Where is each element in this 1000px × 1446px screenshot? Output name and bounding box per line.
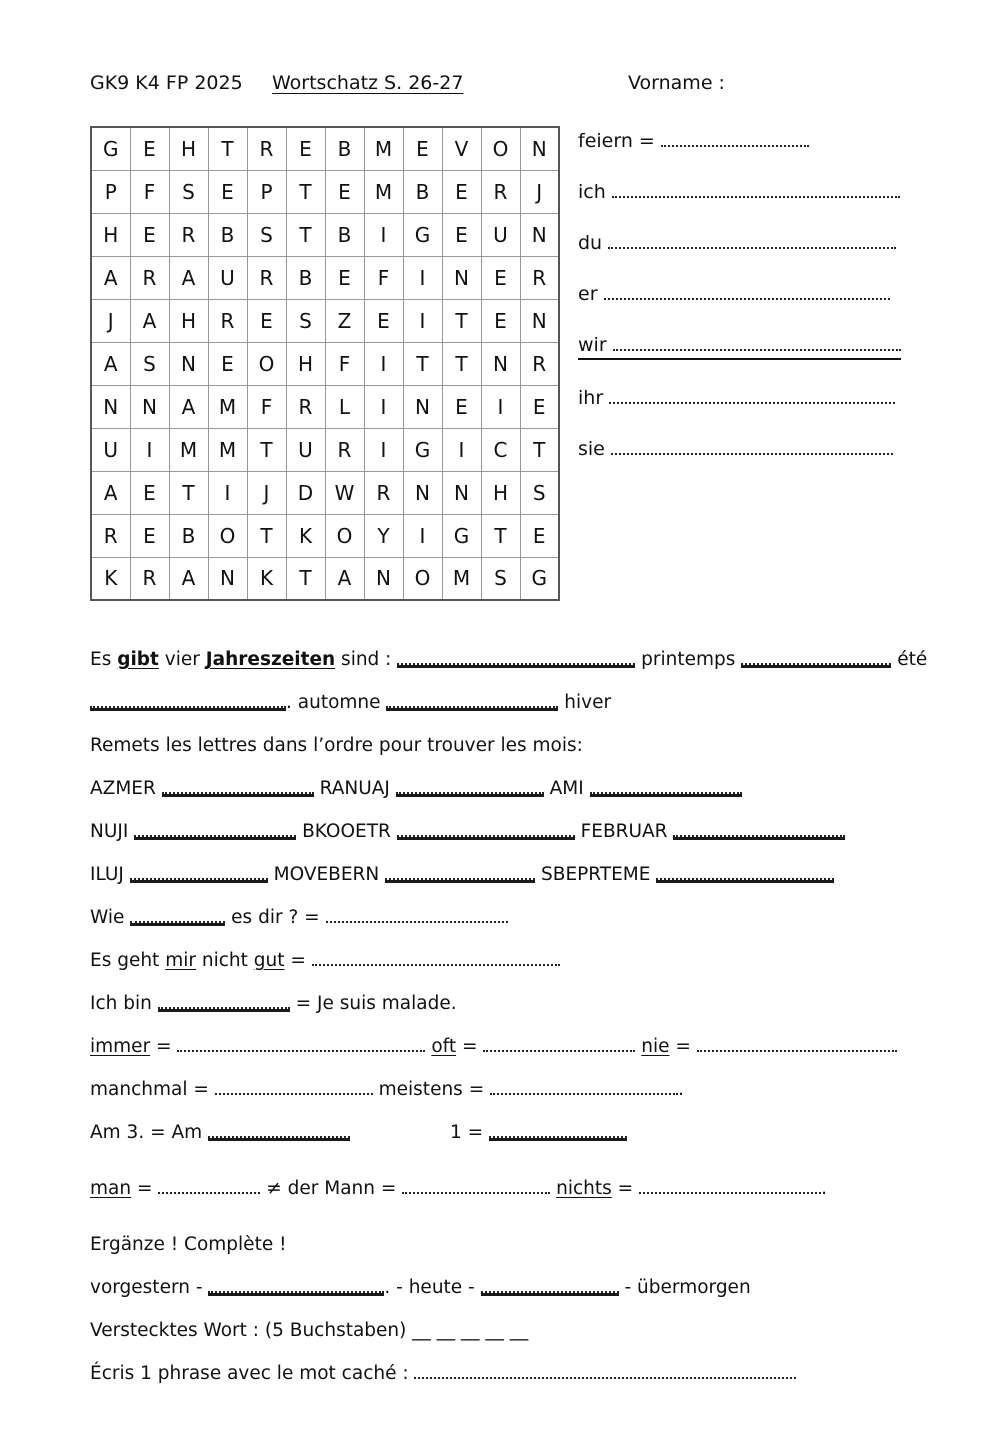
grid-cell: Z <box>325 299 364 342</box>
text-fragment: oft <box>431 1036 457 1057</box>
grid-cell: I <box>403 514 442 557</box>
text-fragment: vier <box>158 649 206 670</box>
vocab-line-inner <box>578 232 896 256</box>
text-fragment: vorgestern - <box>90 1277 209 1298</box>
grid-cell: A <box>91 342 130 385</box>
word-search-grid <box>90 126 560 601</box>
blank-line <box>312 952 560 966</box>
grid-cell: G <box>442 514 481 557</box>
text-fragment: AZMER <box>90 778 162 799</box>
grid-cell: P <box>91 170 130 213</box>
grid-cell: N <box>91 385 130 428</box>
grid-cell: I <box>481 385 520 428</box>
exercise-line <box>90 993 940 1015</box>
grid-cell: I <box>364 213 403 256</box>
grid-cell: E <box>442 385 481 428</box>
vocab-line <box>578 130 901 154</box>
vocab-line <box>578 181 901 205</box>
grid-cell: E <box>442 170 481 213</box>
exercise-line <box>90 735 940 757</box>
grid-cell: U <box>208 256 247 299</box>
blank-line <box>490 1081 678 1095</box>
text-fragment: sie <box>578 438 611 460</box>
grid-cell: R <box>169 213 208 256</box>
grid-cell: N <box>208 557 247 600</box>
blank-line <box>397 823 575 837</box>
text-fragment: = <box>284 950 312 971</box>
grid-cell: E <box>520 385 559 428</box>
grid-row <box>91 385 559 428</box>
blank-line <box>208 1124 350 1138</box>
blank-line <box>611 441 893 455</box>
grid-cell: E <box>325 170 364 213</box>
grid-cell: A <box>169 256 208 299</box>
grid-cell: G <box>403 213 442 256</box>
exercise-line <box>90 821 940 843</box>
page-title: Wortschatz S. 26-27 <box>272 72 464 94</box>
grid-cell: E <box>481 299 520 342</box>
exercise-line <box>90 778 940 800</box>
grid-cell: N <box>520 213 559 256</box>
grid-cell: G <box>403 428 442 471</box>
grid-cell: S <box>520 471 559 514</box>
blank-line <box>326 909 508 923</box>
blank-line <box>639 1180 821 1194</box>
grid-row <box>91 557 559 600</box>
exercise-line <box>90 1363 940 1385</box>
text-fragment: été <box>891 649 928 670</box>
exercise-line <box>90 950 940 972</box>
grid-cell: E <box>403 127 442 170</box>
grid-row <box>91 256 559 299</box>
grid-cell: A <box>130 299 169 342</box>
grid-cell: M <box>364 170 403 213</box>
text-fragment: . <box>821 1178 827 1199</box>
text-fragment: = <box>456 1036 484 1057</box>
grid-cell: T <box>286 170 325 213</box>
grid-cell: K <box>91 557 130 600</box>
grid-cell: C <box>481 428 520 471</box>
text-fragment: AMI <box>543 778 590 799</box>
text-fragment: printemps <box>635 649 742 670</box>
grid-cell: N <box>442 256 481 299</box>
grid-cell: B <box>325 213 364 256</box>
grid-cell: O <box>481 127 520 170</box>
text-fragment: Écris 1 phrase avec le mot caché : <box>90 1363 415 1384</box>
grid-cell: S <box>481 557 520 600</box>
grid-cell: M <box>169 428 208 471</box>
grid-cell: T <box>169 471 208 514</box>
vocab-line <box>578 387 901 411</box>
text-fragment: RANUAJ <box>313 778 396 799</box>
grid-cell: I <box>403 299 442 342</box>
grid-cell: O <box>208 514 247 557</box>
text-fragment: hiver <box>558 692 612 713</box>
blank-line <box>158 995 290 1009</box>
grid-cell: E <box>208 170 247 213</box>
spacer <box>350 1137 450 1138</box>
grid-cell: B <box>286 256 325 299</box>
grid-cell: R <box>364 471 403 514</box>
grid-row <box>91 299 559 342</box>
blank-line <box>612 184 900 198</box>
text-fragment: gibt <box>117 649 159 670</box>
grid-row <box>91 514 559 557</box>
exercise-line <box>90 1122 940 1144</box>
text-fragment: . - heute - <box>384 1277 481 1298</box>
text-fragment: Ich bin <box>90 993 158 1014</box>
grid-cell: E <box>442 213 481 256</box>
text-fragment: man <box>90 1178 132 1199</box>
grid-cell: V <box>442 127 481 170</box>
text-fragment: ihr <box>578 387 610 409</box>
blank-line <box>208 1279 384 1293</box>
grid-cell: O <box>403 557 442 600</box>
grid-cell: B <box>169 514 208 557</box>
blank-line <box>656 866 834 880</box>
grid-row <box>91 213 559 256</box>
grid-cell: E <box>286 127 325 170</box>
grid-cell: I <box>208 471 247 514</box>
grid-cell: E <box>481 256 520 299</box>
grid-cell: T <box>208 127 247 170</box>
text-fragment: nie <box>641 1036 670 1057</box>
grid-cell: H <box>481 471 520 514</box>
text-fragment: mir <box>165 950 196 971</box>
text-fragment: manchmal = <box>90 1079 215 1100</box>
text-fragment: Ergänze ! Complète ! <box>90 1234 287 1255</box>
blank-line <box>158 1180 260 1194</box>
text-fragment: Wie <box>90 907 131 928</box>
blank-line <box>402 1180 550 1194</box>
grid-cell: O <box>247 342 286 385</box>
grid-cell: B <box>208 213 247 256</box>
grid-cell: H <box>286 342 325 385</box>
grid-cell: J <box>91 299 130 342</box>
grid-cell: S <box>169 170 208 213</box>
vocab-line-inner <box>578 181 900 205</box>
grid-cell: R <box>520 256 559 299</box>
grid-cell: U <box>481 213 520 256</box>
text-fragment: MOVEBERN <box>267 864 386 885</box>
grid-cell: S <box>130 342 169 385</box>
text-fragment: = Je suis malade. <box>289 993 457 1014</box>
text-fragment: meistens = <box>372 1079 491 1100</box>
blank-line <box>386 694 558 708</box>
grid-cell: B <box>325 127 364 170</box>
blank-line <box>661 133 809 147</box>
grid-cell: E <box>130 127 169 170</box>
blank-line <box>396 780 544 794</box>
text-fragment: immer <box>90 1036 151 1057</box>
grid-cell: N <box>481 342 520 385</box>
vocab-line-inner <box>578 283 890 307</box>
vocab-line <box>578 283 901 307</box>
vocab-line-inner <box>578 387 895 411</box>
grid-cell: R <box>481 170 520 213</box>
text-fragment: = <box>669 1036 697 1057</box>
grid-cell: E <box>247 299 286 342</box>
grid-cell: W <box>325 471 364 514</box>
blank-line <box>483 1038 635 1052</box>
text-fragment: FEBRUAR <box>574 821 674 842</box>
grid-cell: A <box>91 471 130 514</box>
grid-row <box>91 342 559 385</box>
blank-line <box>590 780 742 794</box>
grid-cell: S <box>247 213 286 256</box>
grid-cell: R <box>208 299 247 342</box>
text-fragment: er <box>578 283 604 305</box>
text-fragment: es dir ? = <box>225 907 326 928</box>
vocab-line-inner <box>578 130 809 154</box>
text-fragment: nicht <box>195 950 254 971</box>
text-fragment: Verstecktes Wort : (5 Buchstaben) __ __ __ __ __ <box>90 1320 529 1341</box>
exercise-line <box>90 1320 940 1342</box>
grid-cell: A <box>325 557 364 600</box>
blank-line <box>162 780 314 794</box>
text-fragment: . <box>678 1079 684 1100</box>
grid-cell: R <box>247 256 286 299</box>
grid-cell: R <box>91 514 130 557</box>
blank-line <box>130 866 268 880</box>
grid-cell: T <box>442 299 481 342</box>
grid-cell: D <box>286 471 325 514</box>
text-fragment: = <box>131 1178 159 1199</box>
text-fragment: SBEPRTEME <box>535 864 657 885</box>
grid-cell: R <box>130 256 169 299</box>
text-fragment: = <box>150 1036 178 1057</box>
blank-line <box>609 390 895 404</box>
grid-cell: I <box>403 256 442 299</box>
grid-cell: I <box>130 428 169 471</box>
text-fragment: gut <box>253 950 285 971</box>
text-fragment: ≠ der Mann = <box>260 1178 403 1199</box>
name-label: Vorname : <box>628 72 725 94</box>
vocab-line-inner <box>578 334 901 360</box>
grid-row <box>91 471 559 514</box>
grid-cell: I <box>364 428 403 471</box>
blank-line <box>177 1038 425 1052</box>
exercise-line <box>90 864 940 886</box>
text-fragment: NUJI <box>90 821 135 842</box>
exercise-line <box>90 1079 940 1101</box>
grid-cell: E <box>325 256 364 299</box>
grid-cell: R <box>520 342 559 385</box>
grid-cell: M <box>364 127 403 170</box>
exercise-line <box>90 1234 940 1256</box>
grid-cell: E <box>130 514 169 557</box>
grid-cell: T <box>247 428 286 471</box>
text-fragment: du <box>578 232 609 254</box>
text-fragment: nichts <box>556 1178 612 1199</box>
text-fragment: feiern = <box>578 130 661 152</box>
grid-cell: R <box>286 385 325 428</box>
grid-cell: M <box>208 428 247 471</box>
grid-cell: S <box>286 299 325 342</box>
blank-line <box>215 1081 373 1095</box>
blank-line <box>385 866 535 880</box>
blank-line <box>604 286 890 300</box>
grid-cell: F <box>130 170 169 213</box>
grid-cell: N <box>403 385 442 428</box>
grid-cell: B <box>403 170 442 213</box>
grid-cell: L <box>325 385 364 428</box>
grid-row <box>91 127 559 170</box>
grid-and-vocab <box>90 126 940 601</box>
grid-cell: N <box>130 385 169 428</box>
grid-cell: R <box>130 557 169 600</box>
blank-line <box>134 823 296 837</box>
text-fragment: Remets les lettres dans l’ordre pour trouver les mois: <box>90 735 583 756</box>
exercise-line <box>90 1036 940 1058</box>
vocab-line-inner <box>578 438 893 462</box>
grid-cell: R <box>325 428 364 471</box>
grid-cell: I <box>364 342 403 385</box>
text-fragment: sind : <box>335 649 398 670</box>
grid-cell: N <box>520 299 559 342</box>
text-fragment: wir <box>578 334 613 356</box>
grid-cell: U <box>286 428 325 471</box>
text-fragment: . automne <box>286 692 387 713</box>
exercise-line <box>90 907 940 929</box>
grid-cell: R <box>247 127 286 170</box>
grid-cell: H <box>169 127 208 170</box>
blank-line <box>397 651 635 665</box>
grid-cell: A <box>169 557 208 600</box>
grid-cell: A <box>169 385 208 428</box>
grid-row <box>91 428 559 471</box>
vocab-line <box>578 438 901 462</box>
text-fragment: ich <box>578 181 612 203</box>
grid-cell: T <box>286 557 325 600</box>
grid-cell: F <box>247 385 286 428</box>
vocab-line <box>578 334 901 360</box>
blank-line <box>608 235 896 249</box>
grid-cell: E <box>130 213 169 256</box>
grid-cell: E <box>130 471 169 514</box>
grid-cell: A <box>91 256 130 299</box>
blank-line <box>481 1279 619 1293</box>
text-fragment: - übermorgen <box>618 1277 751 1298</box>
grid-cell: I <box>442 428 481 471</box>
grid-cell: U <box>91 428 130 471</box>
exercise-line <box>90 649 940 671</box>
grid-cell: Y <box>364 514 403 557</box>
text-fragment: BKOOETR <box>296 821 397 842</box>
text-fragment: Es <box>90 649 118 670</box>
text-fragment: Jahreszeiten <box>205 649 336 670</box>
grid-cell: T <box>286 213 325 256</box>
grid-cell: N <box>364 557 403 600</box>
grid-cell: O <box>325 514 364 557</box>
grid-cell: F <box>364 256 403 299</box>
grid-cell: N <box>520 127 559 170</box>
grid-cell: N <box>442 471 481 514</box>
grid-cell: J <box>520 170 559 213</box>
text-fragment: Am 3. = Am <box>90 1122 209 1143</box>
grid-cell: E <box>364 299 403 342</box>
blank-line <box>414 1365 796 1379</box>
text-fragment: = <box>611 1178 640 1199</box>
exercise-line <box>90 692 940 714</box>
grid-cell: H <box>91 213 130 256</box>
exercise-line <box>90 1277 940 1299</box>
grid-cell: T <box>247 514 286 557</box>
text-fragment: ILUJ <box>90 864 130 885</box>
grid-row <box>91 170 559 213</box>
vocab-line <box>578 232 901 256</box>
grid-cell: E <box>208 342 247 385</box>
vocab-column <box>578 126 901 601</box>
text-fragment: 1 = <box>450 1122 490 1143</box>
course-code: GK9 K4 FP 2025 <box>90 72 243 94</box>
text-fragment: Es geht <box>90 950 166 971</box>
grid-cell: E <box>520 514 559 557</box>
grid-cell: H <box>169 299 208 342</box>
grid-cell: N <box>403 471 442 514</box>
blank-line <box>697 1038 897 1052</box>
blank-line <box>90 694 286 708</box>
blank-line <box>489 1124 627 1138</box>
grid-cell: T <box>520 428 559 471</box>
worksheet-header <box>90 72 940 114</box>
grid-cell: N <box>169 342 208 385</box>
grid-cell: F <box>325 342 364 385</box>
grid-cell: T <box>403 342 442 385</box>
exercise-line <box>90 1178 940 1200</box>
grid-cell: M <box>208 385 247 428</box>
grid-cell: J <box>247 471 286 514</box>
grid-cell: M <box>442 557 481 600</box>
blank-line <box>741 651 891 665</box>
grid-cell: I <box>364 385 403 428</box>
blank-line <box>130 909 225 923</box>
grid-cell: P <box>247 170 286 213</box>
grid-cell: T <box>481 514 520 557</box>
grid-cell: T <box>442 342 481 385</box>
blank-line <box>613 337 901 351</box>
grid-cell: G <box>91 127 130 170</box>
grid-cell: K <box>286 514 325 557</box>
blank-line <box>673 823 845 837</box>
grid-cell: K <box>247 557 286 600</box>
grid-cell: G <box>520 557 559 600</box>
exercises-section <box>90 649 940 1385</box>
